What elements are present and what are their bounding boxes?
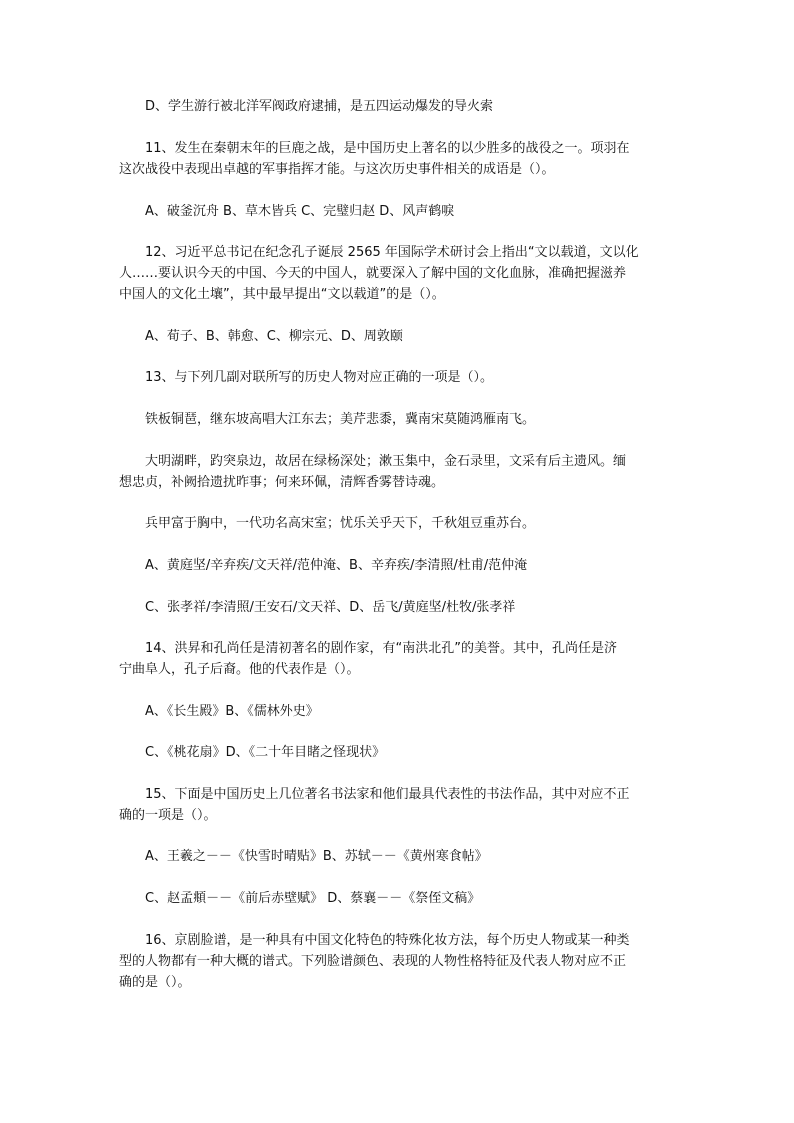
paragraph-couplet-3: [119, 513, 679, 534]
text-line: A、破釜沉舟 B、草木皆兵 C、完璧归赵 D、风声鹤唳: [119, 204, 455, 219]
text-line: A、黄庭坚/辛弃疾/文天祥/范仲淹、B、辛弃疾/李清照/杜甫/范仲淹: [119, 558, 528, 573]
paragraph-options-q12: [119, 326, 679, 347]
text-line: 铁板铜琶，继东坡高唱大江东去；美芹悲黍，冀南宋莫随鸿雁南飞。: [119, 412, 536, 427]
paragraph-options-q11: [119, 201, 679, 222]
paragraph-options-q15-cd: [119, 888, 679, 909]
paragraph-question-11: [119, 138, 679, 180]
text-line: 宁曲阜人，孔子后裔。他的代表作是（）。: [119, 662, 360, 677]
paragraph-options-q15-ab: [119, 846, 679, 867]
text-line: 型的人物都有一种大概的谱式。下列脸谱颜色、表现的人物性格特征及代表人物对应不正: [119, 954, 627, 969]
text-line: D、学生游行被北洋军阀政府逮捕，是五四运动爆发的导火索: [119, 99, 494, 114]
text-line: 大明湖畔，趵突泉边，故居在绿杨深处；漱玉集中，金石录里，文采有后主遗风。缅: [119, 454, 627, 469]
paragraph-options-q13-ab: [119, 555, 679, 576]
text-line: A、王羲之－－《快雪时晴贴》B、苏轼－－《黄州寒食帖》: [119, 849, 488, 864]
text-line: 确的一项是（）。: [119, 808, 217, 823]
paragraph-options-q13-cd: [119, 597, 679, 618]
paragraph-option-d-q10: [119, 96, 679, 117]
paragraph-options-q14-cd: [119, 742, 679, 763]
paragraph-question-12: [119, 242, 679, 305]
paragraph-question-15: [119, 784, 679, 826]
text-line: 15、下面是中国历史上几位著名书法家和他们最具代表性的书法作品，其中对应不正: [119, 787, 630, 802]
text-line: 11、发生在秦朝末年的巨鹿之战，是中国历史上著名的以少胜多的战役之一。项羽在: [119, 141, 630, 156]
text-line: C、赵孟頫－－《前后赤壁赋》 D、蔡襄－－《祭侄文稿》: [119, 891, 481, 906]
text-line: 这次战役中表现出卓越的军事指挥才能。与这次历史事件相关的成语是（）。: [119, 162, 555, 177]
text-line: C、张孝祥/李清照/王安石/文天祥、D、岳飞/黄庭坚/杜牧/张孝祥: [119, 600, 516, 615]
text-line: A、《长生殿》B、《儒林外史》: [119, 704, 319, 719]
paragraph-couplet-2: [119, 451, 679, 493]
text-line: 13、与下列几副对联所写的历史人物对应正确的一项是（）。: [119, 370, 494, 385]
text-line: 确的是（）。: [119, 975, 191, 990]
text-line: 12、习近平总书记在纪念孔子诞辰 2565 年国际学术研讨会上指出“文以载道，文以化: [119, 245, 639, 260]
text-line: 16、京剧脸谱，是一种具有中国文化特色的特殊化妆方法，每个历史人物或某一种类: [119, 933, 630, 948]
paragraph-couplet-1: [119, 409, 679, 430]
paragraph-question-14: [119, 638, 679, 680]
text-line: 人……要认识今天的中国、今天的中国人，就要深入了解中国的文化血脉，准确把握滋养: [119, 266, 627, 281]
text-line: 中国人的文化土壤”，其中最早提出“文以载道”的是（）。: [119, 287, 445, 302]
text-line: A、荀子、B、韩愈、C、柳宗元、D、周敦颐: [119, 329, 403, 344]
text-line: C、《桃花扇》D、《二十年目睹之怪现状》: [119, 745, 386, 760]
text-line: 14、洪昇和孔尚任是清初著名的剧作家，有“南洪北孔”的美誉。其中，孔尚任是济: [119, 641, 618, 656]
paragraph-question-16: [119, 930, 679, 993]
text-line: 想忠贞，补阙拾遗扰昨事；何来环佩，清辉香雾替诗魂。: [119, 475, 445, 490]
text-line: 兵甲富于胸中，一代功名高宋室；忧乐关乎天下，千秋俎豆重苏台。: [119, 516, 536, 531]
paragraph-options-q14-ab: [119, 701, 679, 722]
paragraph-question-13: [119, 367, 679, 388]
